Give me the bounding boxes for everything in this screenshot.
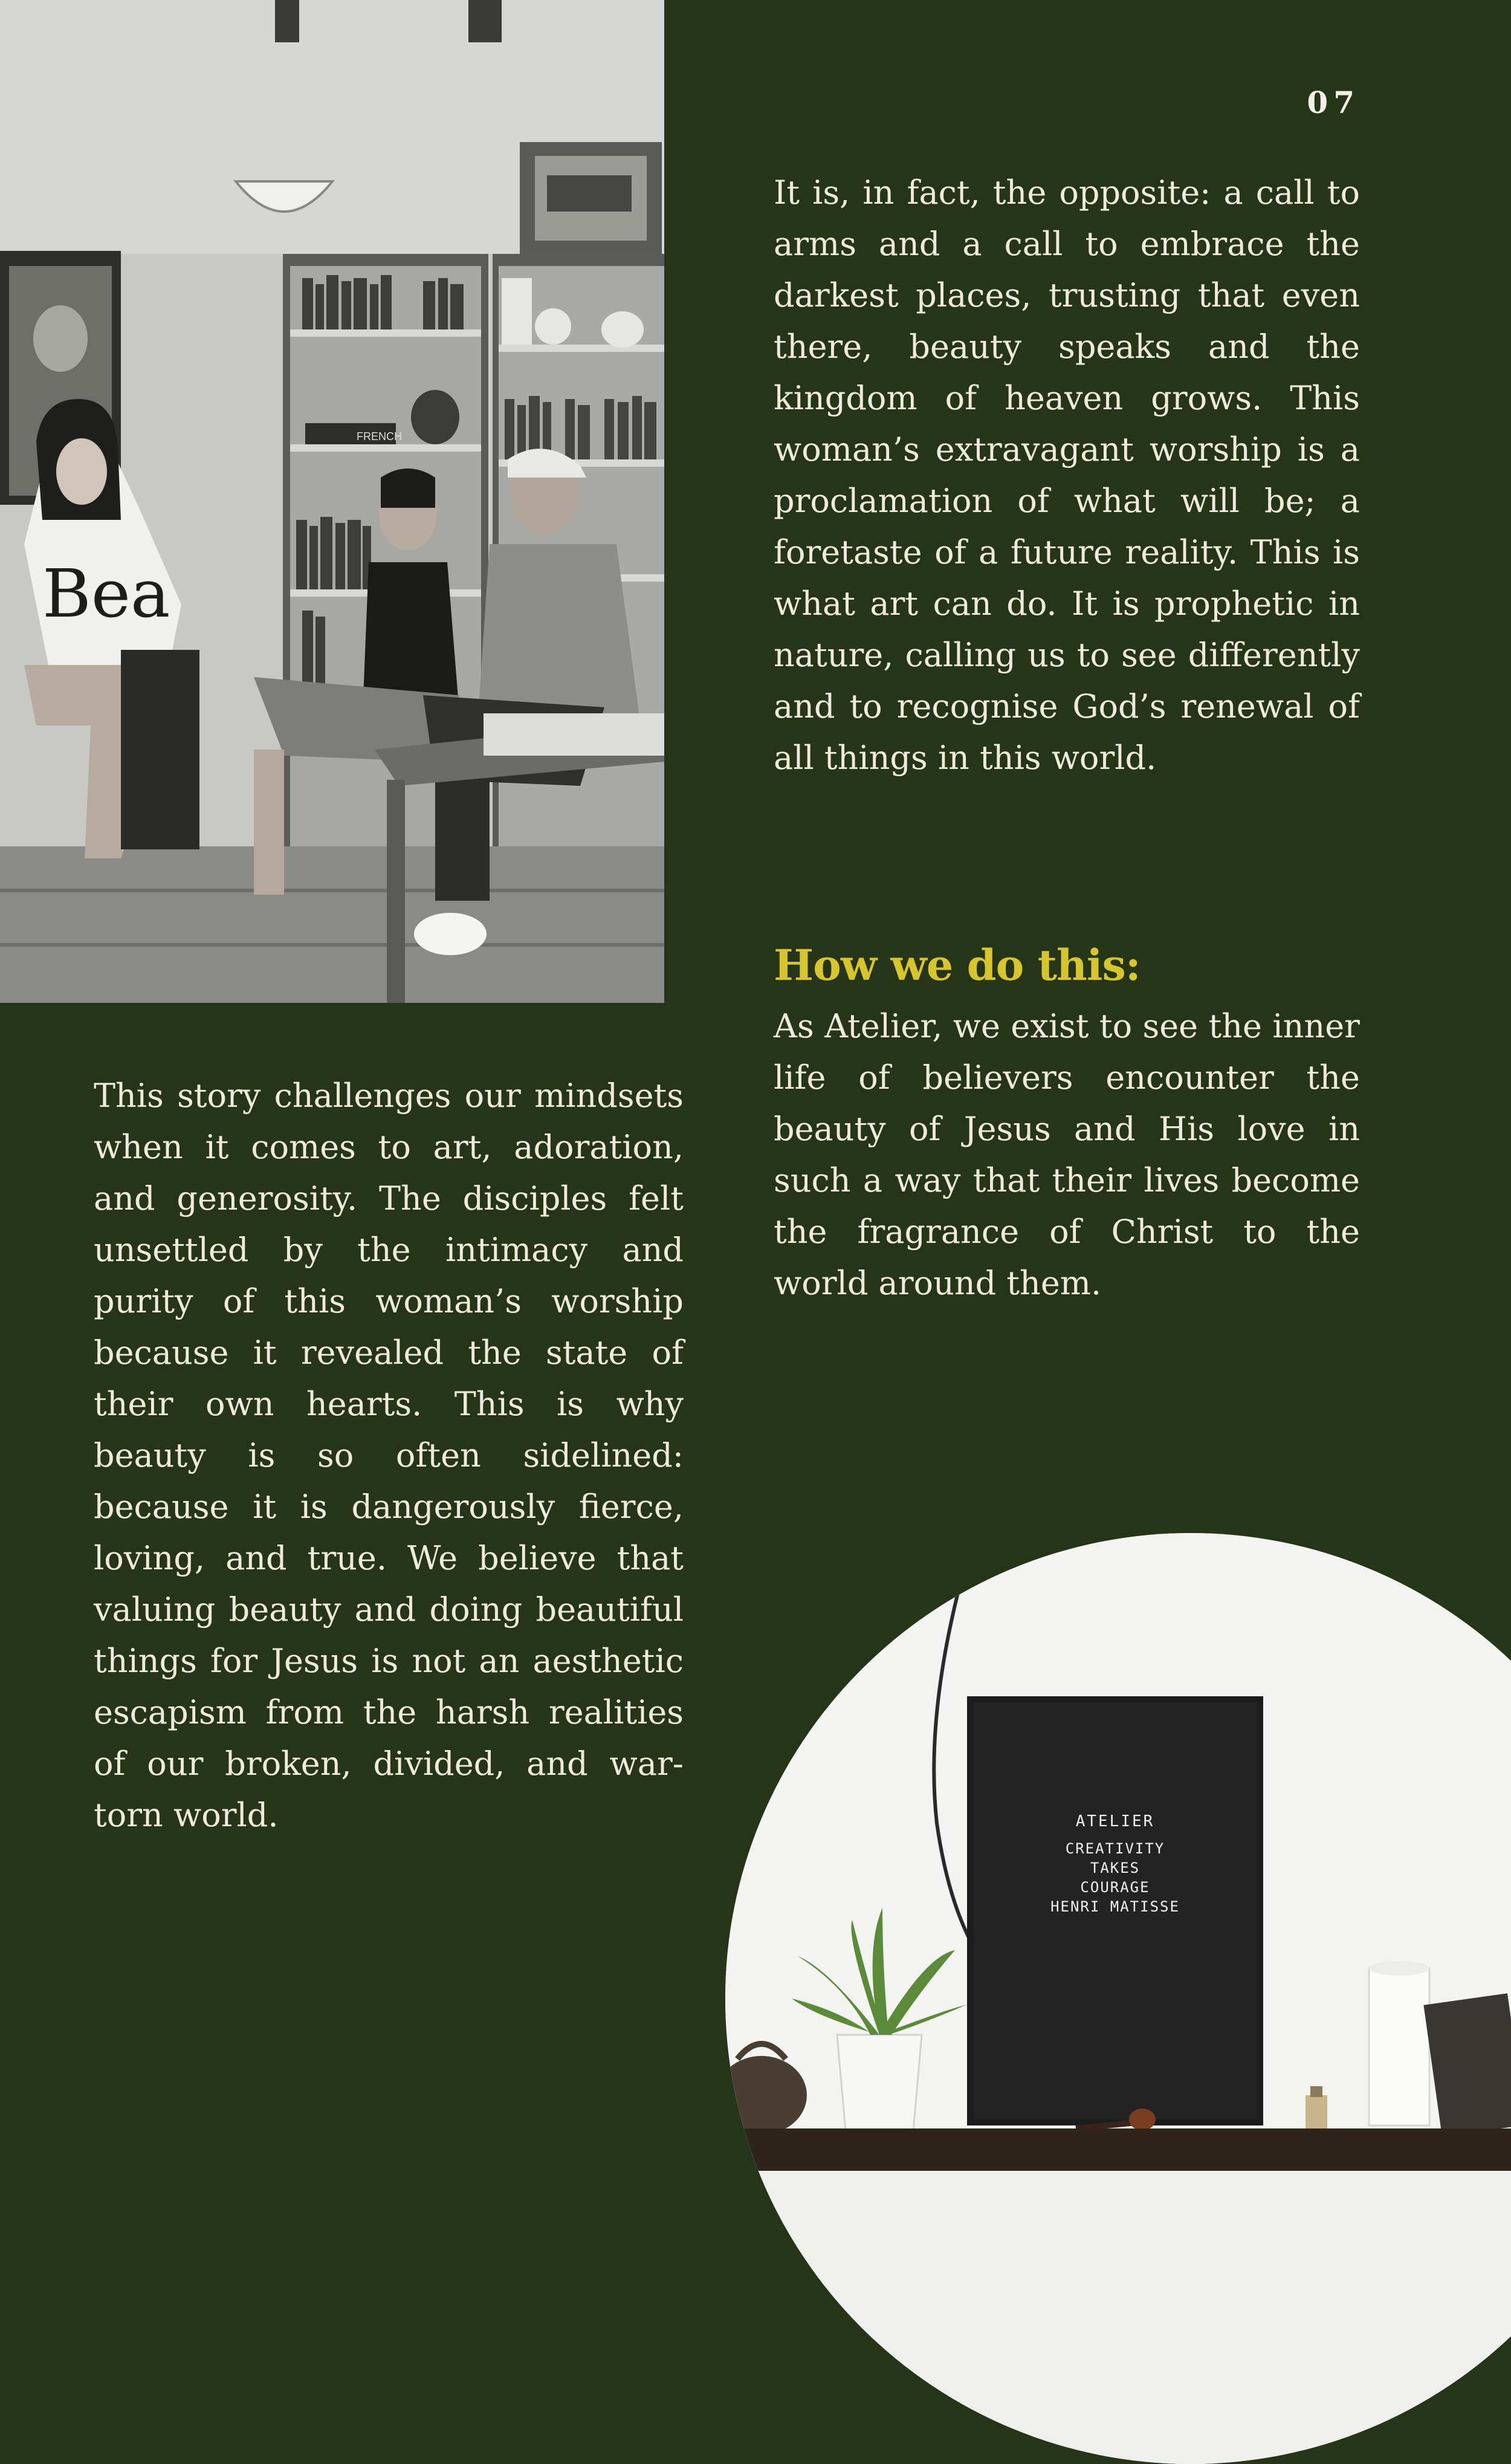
story-paragraph: This story challenges our mindsets when it comes to art, adoration, and generosity. The disciples felt unsettled by the intimacy and purity of this woman’s worship because it revealed the state of their own hearts. This is why beauty is so often sidelined: because it is dangerously fierce, loving, and true. We believe that valuing beauty and doing beautiful things for Jesus is not an aesthetic escapism from the harsh realities of our broken, divided, and war-torn world. xyxy=(94,1077,684,1834)
sign-photo xyxy=(725,1533,1511,2464)
sign-line-5: HENRI MATISSE xyxy=(1050,1898,1180,1915)
sign-line-1: ATELIER xyxy=(1075,1812,1155,1830)
sign-line-3: TAKES xyxy=(1090,1859,1141,1876)
section-paragraph: As Atelier, we exist to see the inner life of believers encounter the beauty of Jesus and His love in such a way that their lives become the fragrance of Christ to the world around them. xyxy=(774,1007,1360,1302)
sign-line-4: COURAGE xyxy=(1080,1879,1150,1896)
section-heading: How we do this: xyxy=(774,940,1141,990)
sign-line-2: CREATIVITY xyxy=(1065,1840,1165,1857)
photo-sign-icon xyxy=(725,1533,1511,2464)
page-number: 07 xyxy=(1307,85,1360,120)
box-label: FRENCH xyxy=(357,430,402,443)
bag-text: Bea xyxy=(42,555,170,632)
people-photo xyxy=(0,0,664,1003)
photo-people-icon xyxy=(0,0,664,1003)
intro-paragraph: It is, in fact, the opposite: a call to arms and a call to embrace the darkest places, trusting that even there, beauty speaks and the kingdom of heaven grows. This woman’s extravagant worship is a proclamation of what will be; a foretaste of a future reality. This is what art can do. It is prophetic in nature, calling us to see differently and to recognise God’s renewal of all things in this world. xyxy=(774,173,1360,777)
